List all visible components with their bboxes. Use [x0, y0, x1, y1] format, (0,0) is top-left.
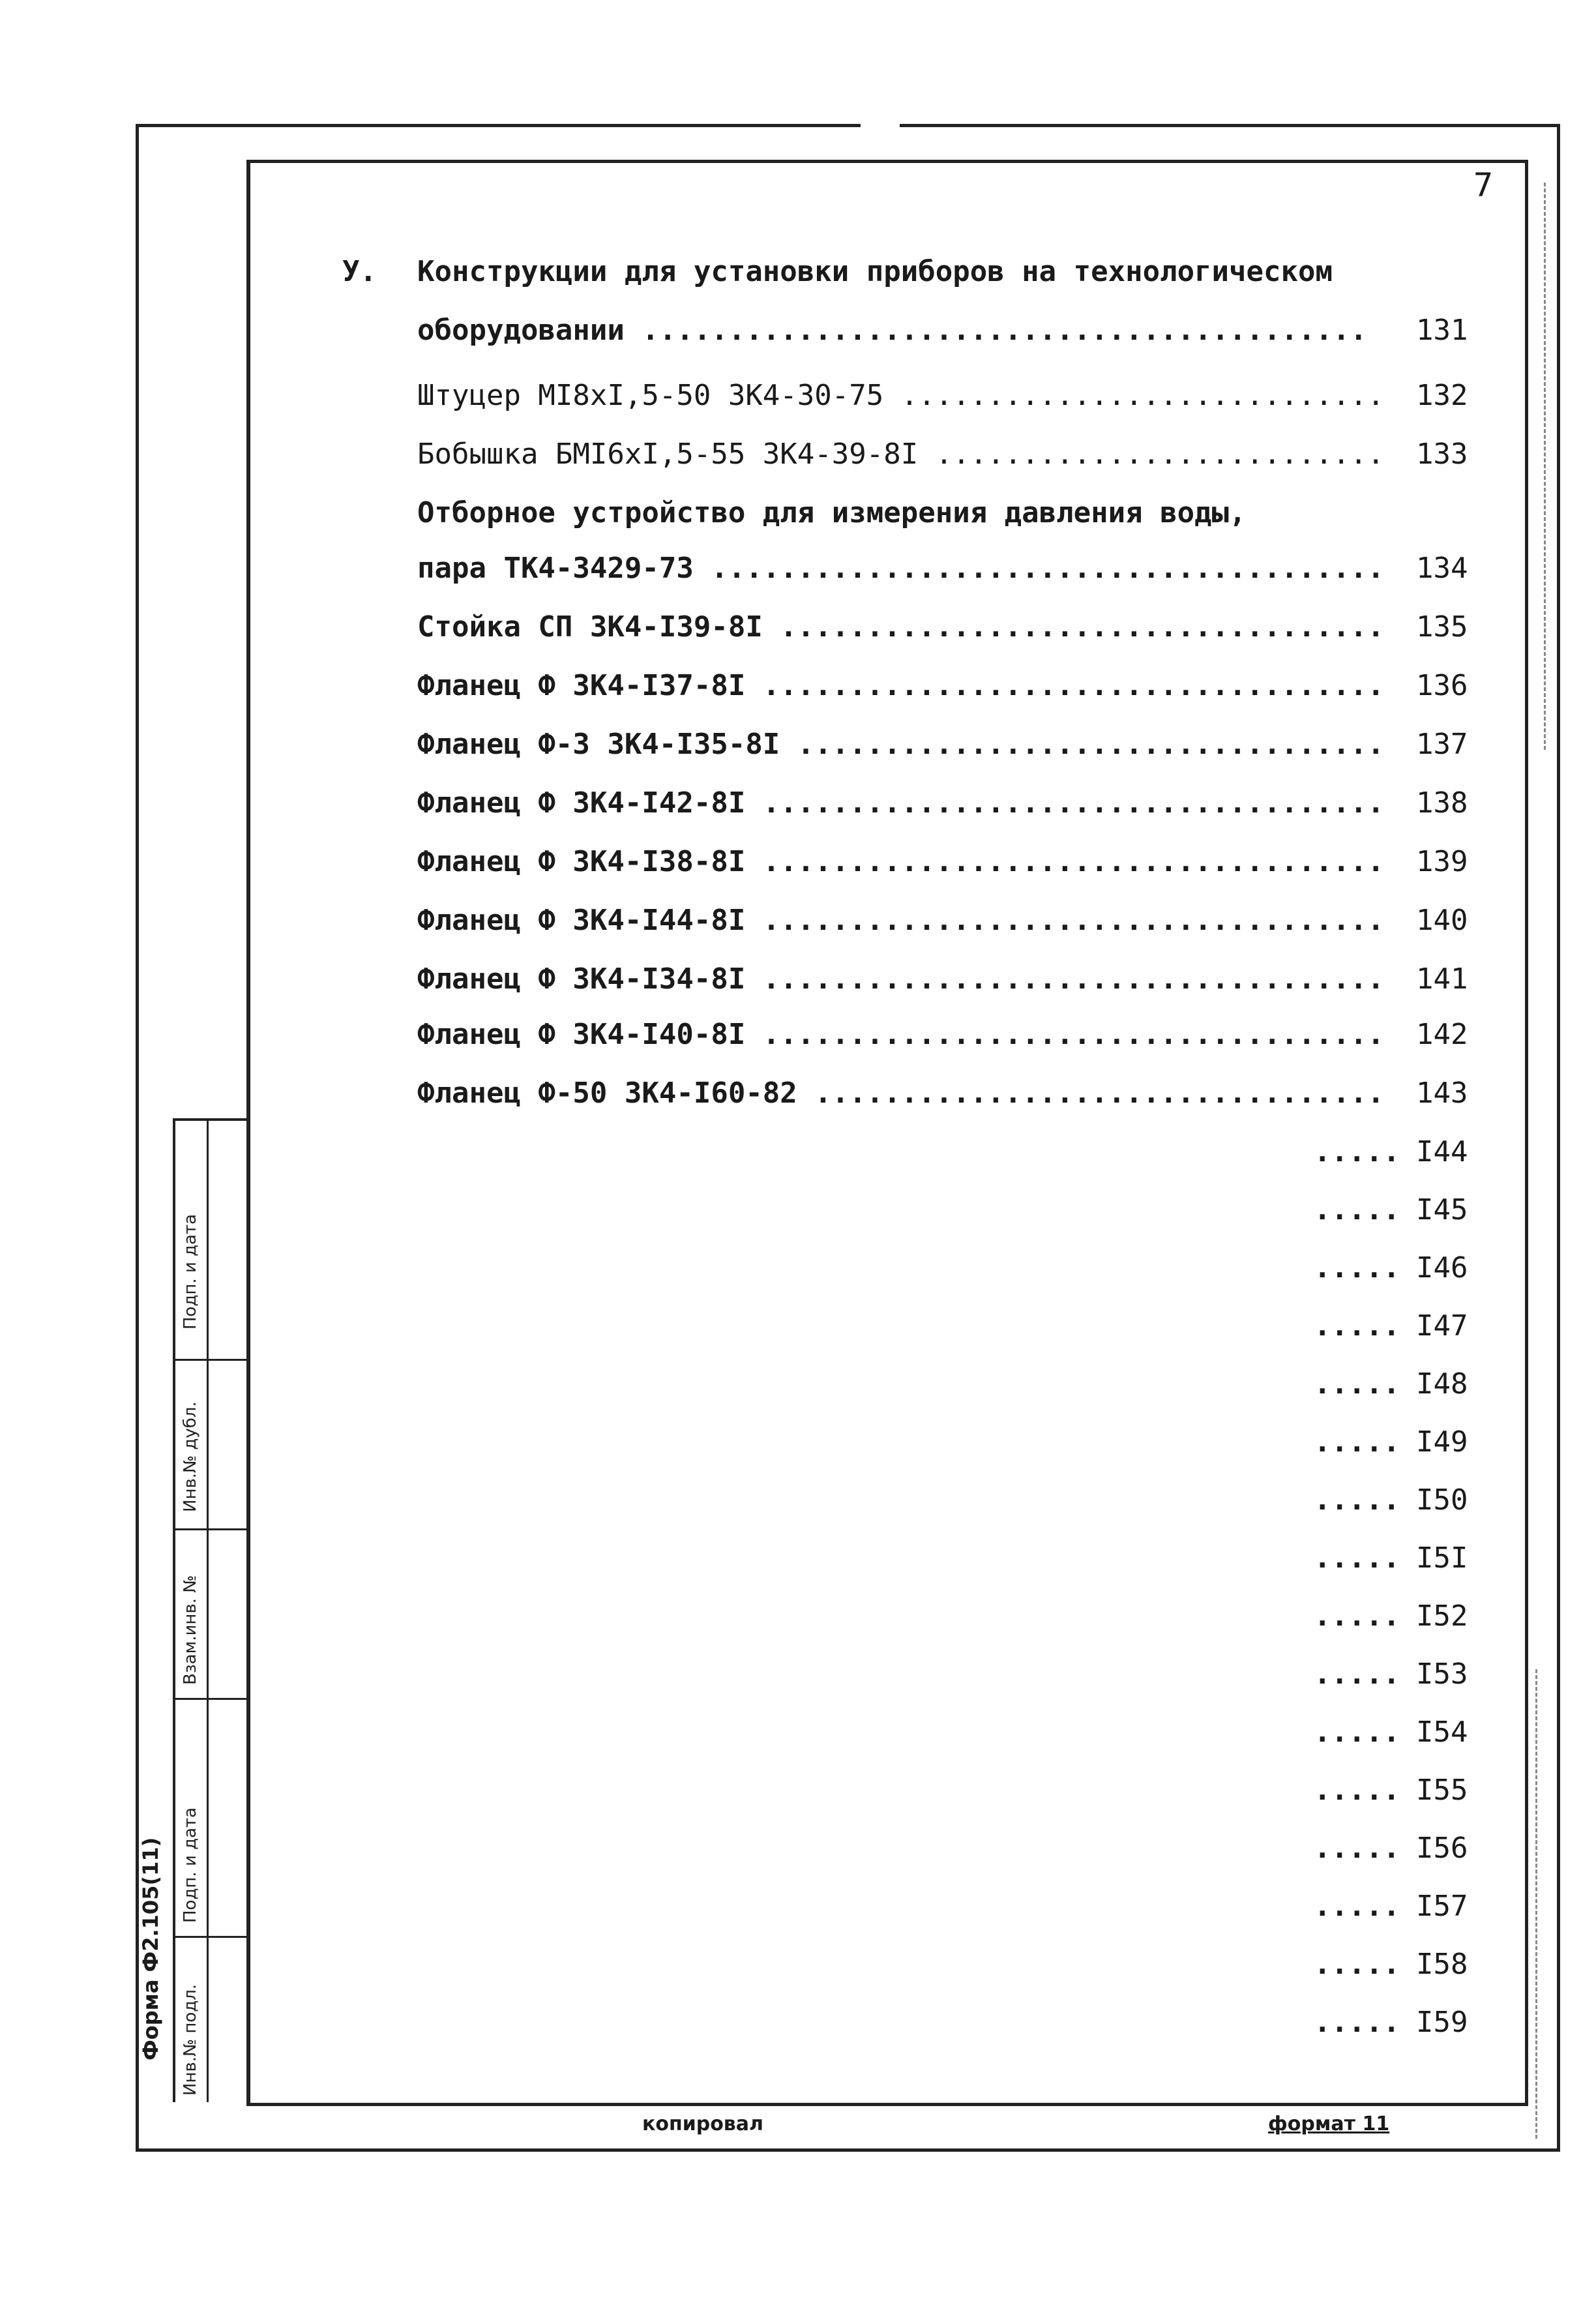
toc-entry-page: I59 — [1416, 2006, 1468, 2039]
toc-entry-page: 138 — [1416, 786, 1468, 820]
stamp-label: Подп. и дата — [181, 1807, 200, 1923]
toc-entry-page: I57 — [1416, 1890, 1468, 1923]
toc-dots: ..... — [1314, 2006, 1400, 2039]
stamp-row-divider — [175, 1528, 250, 1530]
toc-dots: ..... — [1314, 1890, 1400, 1923]
margin-mark — [1535, 1669, 1537, 2139]
toc-dots: ..... — [1314, 1193, 1400, 1226]
toc-entry-text: Фланец Ф-50 ЗК4-I60-82 ................................. — [417, 1077, 1385, 1110]
toc-dots: ..... — [1314, 1367, 1400, 1401]
outer-frame-gap — [861, 121, 900, 129]
toc-entry-text: Фланец Ф ЗК4-I38-8I .................................... — [417, 845, 1385, 878]
stamp-label: Инв.№ подл. — [181, 1984, 200, 2096]
toc-entry-page: I58 — [1416, 1948, 1468, 1981]
toc-entry-page: 132 — [1416, 379, 1468, 412]
toc-entry-page: 140 — [1416, 904, 1468, 937]
toc-entry-page: I56 — [1416, 1832, 1468, 1865]
toc-dots: ..... — [1314, 1716, 1400, 1749]
toc-dots: ..... — [1314, 1657, 1400, 1691]
toc-entry-page: I49 — [1416, 1425, 1468, 1459]
toc-entry-page: I45 — [1416, 1193, 1468, 1226]
toc-entry-page: 142 — [1416, 1018, 1468, 1051]
toc-entry-page: I48 — [1416, 1367, 1468, 1401]
margin-mark — [1544, 183, 1546, 750]
toc-dots: ..... — [1314, 1309, 1400, 1343]
toc-dots: ..... — [1314, 1251, 1400, 1285]
stamp-row-divider — [175, 1359, 250, 1361]
toc-dots: ..... — [1314, 1135, 1400, 1168]
approval-stamp-table — [173, 1118, 250, 2102]
stamp-row-divider — [175, 1936, 250, 1938]
toc-entry-page: I50 — [1416, 1483, 1468, 1517]
toc-entry-text: Бобышка БМI6хI,5-55 ЗК4-39-8I .......................... — [417, 438, 1385, 471]
toc-entry-page: I52 — [1416, 1599, 1468, 1633]
section-marker: У. — [342, 255, 377, 288]
stamp-column-divider — [207, 1121, 209, 2102]
toc-dots: ..... — [1314, 1425, 1400, 1459]
footer-copied: копировал — [642, 2113, 764, 2135]
toc-entry-text: Фланец Ф ЗК4-I40-8I .................................... — [417, 1018, 1385, 1051]
toc-entry-page: 137 — [1416, 728, 1468, 761]
section-page: 131 — [1416, 314, 1468, 347]
toc-dots: ..... — [1314, 1599, 1400, 1633]
toc-entry-page: I53 — [1416, 1657, 1468, 1691]
stamp-label: Инв.№ дубл. — [181, 1401, 200, 1512]
toc-dots: ..... — [1314, 1774, 1400, 1807]
toc-entry-text: Стойка СП ЗК4-I39-8I ................................... — [417, 610, 1385, 644]
toc-entry-text: Фланец Ф ЗК4-I44-8I .................................... — [417, 904, 1385, 937]
form-label: Форма Ф2.105(11) — [138, 1837, 163, 2060]
toc-entry-page: I47 — [1416, 1309, 1468, 1343]
toc-entry-page: 135 — [1416, 610, 1468, 644]
toc-entry-text: Фланец Ф ЗК4-I37-8I .................................... — [417, 669, 1385, 702]
toc-entry-page: 134 — [1416, 552, 1468, 585]
toc-entry-text: Штуцер МI8хI,5-50 ЗК4-30-75 ............................ — [417, 379, 1385, 412]
page-number: 7 — [1473, 166, 1494, 204]
toc-entry-text: Фланец Ф ЗК4-I42-8I .................................... — [417, 786, 1385, 820]
toc-entry-page: I46 — [1416, 1251, 1468, 1285]
toc-dots: ..... — [1314, 1948, 1400, 1981]
toc-entry-page: I5I — [1416, 1541, 1468, 1575]
toc-entry-page: 136 — [1416, 669, 1468, 702]
toc-entry-text: Фланец Ф-3 ЗК4-I35-8I .................................. — [417, 728, 1385, 761]
section-title-line2: оборудовании .......................................... — [417, 314, 1367, 347]
stamp-row-divider — [175, 1698, 250, 1700]
toc-entry-page: I44 — [1416, 1135, 1468, 1168]
toc-dots: ..... — [1314, 1832, 1400, 1865]
toc-entry-text: Отборное устройство для измерения давления воды, — [417, 496, 1247, 529]
toc-entry-page: 133 — [1416, 438, 1468, 471]
toc-dots: ..... — [1314, 1483, 1400, 1517]
footer-format: формат 11 — [1268, 2113, 1390, 2135]
stamp-label: Подп. и дата — [181, 1213, 200, 1330]
toc-entry-text: Фланец Ф ЗК4-I34-8I .................................... — [417, 962, 1385, 996]
toc-entry-page: I55 — [1416, 1774, 1468, 1807]
toc-entry-page: 141 — [1416, 962, 1468, 996]
toc-entry-page: 139 — [1416, 845, 1468, 878]
toc-entry-text: пара ТК4-3429-73 ....................................... — [417, 552, 1385, 585]
stamp-label: Взам.инв. № — [181, 1575, 200, 1685]
section-title-line1: Конструкции для установки приборов на технологическом — [417, 255, 1333, 288]
toc-entry-page: 143 — [1416, 1077, 1468, 1110]
toc-dots: ..... — [1314, 1541, 1400, 1575]
toc-entry-page: I54 — [1416, 1716, 1468, 1749]
